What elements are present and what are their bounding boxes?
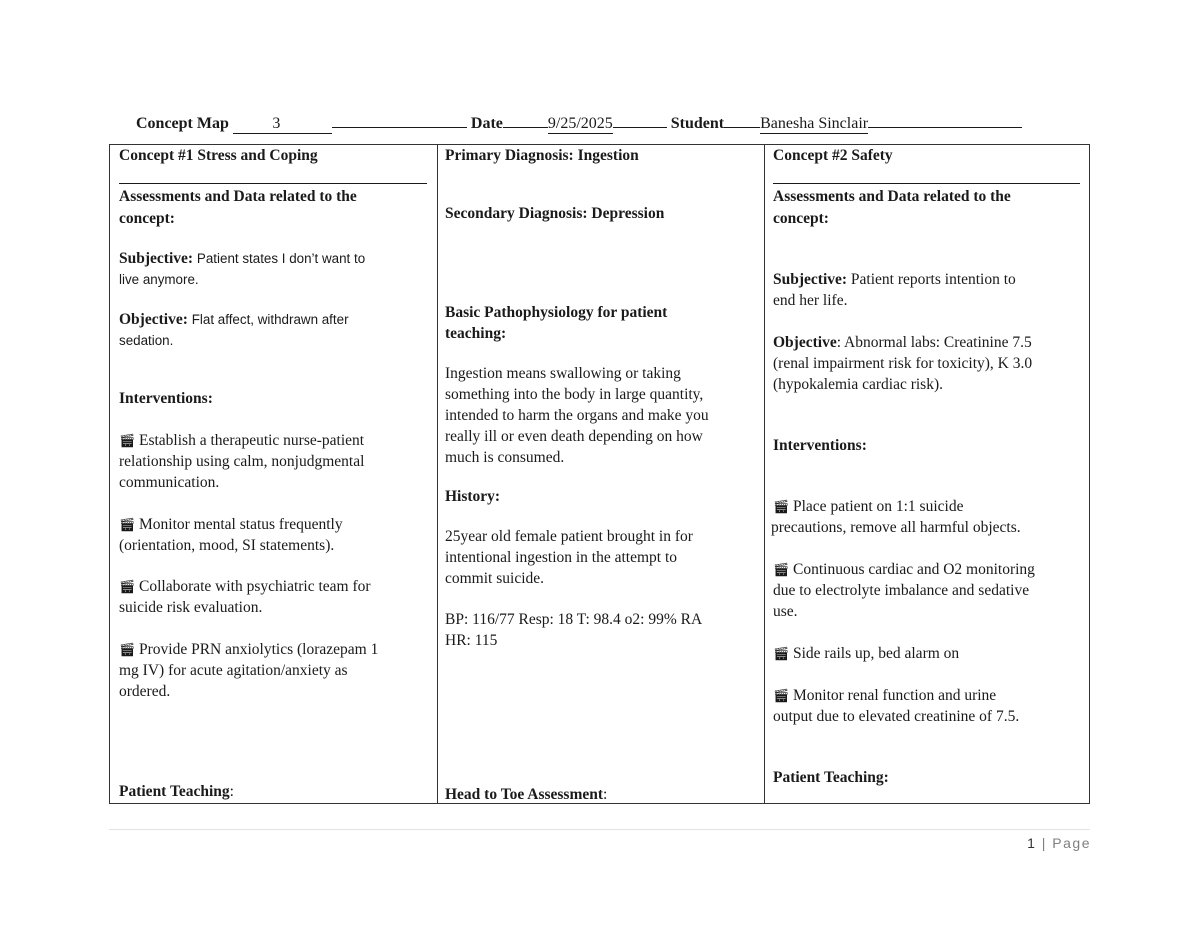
concept-1-column	[110, 145, 438, 803]
date-value: 9/25/2025	[547, 115, 613, 132]
pathophysiology-text: Ingestion means swallowing or taking	[445, 365, 681, 382]
clapper-icon: 🎬︎	[119, 642, 136, 657]
intervention-3-cont: suicide risk evaluation.	[119, 599, 263, 616]
pathophysiology-text: really ill or even death depending on how	[445, 428, 703, 445]
assessments-heading-cont: concept:	[119, 210, 175, 227]
page-number: 1 | Page	[1027, 835, 1091, 851]
objective-line: Objective: Flat affect, withdrawn after	[119, 311, 349, 328]
intervention-4: 🎬︎ Monitor renal function and urine	[773, 686, 996, 707]
subjective-line-2: end her life.	[773, 292, 848, 309]
assessments-heading: Assessments and Data related to the	[773, 188, 1011, 205]
patient-teaching-heading: Patient Teaching:	[119, 783, 234, 800]
intervention-1-cont: relationship using calm, nonjudgmental	[119, 453, 365, 470]
concept-2-title: Concept #2 Safety	[773, 147, 893, 164]
history-text: 25year old female patient brought in for	[445, 528, 693, 545]
interventions-heading: Interventions:	[773, 437, 867, 454]
intervention-4: 🎬︎ Provide PRN anxiolytics (lorazepam 1	[119, 640, 378, 661]
assessments-heading-cont: concept:	[773, 210, 829, 227]
clapper-icon: 🎬︎	[773, 688, 790, 703]
primary-diagnosis: Primary Diagnosis: Ingestion	[445, 147, 639, 164]
pathophysiology-heading-cont: teaching:	[445, 325, 507, 342]
date-label: Date	[470, 115, 503, 132]
concept-2-column	[764, 145, 1089, 803]
assessments-heading: Assessments and Data related to the	[119, 188, 357, 205]
clapper-icon: 🎬︎	[773, 562, 790, 577]
patient-teaching-heading: Patient Teaching:	[773, 769, 889, 786]
objective-line-2: (renal impairment risk for toxicity), K 3.0	[773, 355, 1033, 372]
pathophysiology-text: intended to harm the organs and make you	[445, 407, 709, 424]
clapper-icon: 🎬︎	[773, 646, 790, 661]
subjective-line-2: live anymore.	[119, 272, 199, 287]
intervention-2: 🎬︎ Monitor mental status frequently	[119, 515, 343, 536]
intervention-2: 🎬︎ Continuous cardiac and O2 monitoring	[773, 560, 1035, 581]
student-name: Banesha Sinclair	[760, 115, 869, 132]
pathophysiology-heading: Basic Pathophysiology for patient	[445, 304, 668, 321]
concept-map-number: 3	[233, 117, 332, 134]
intervention-2-cont: due to electrolyte imbalance and sedative	[773, 582, 1030, 599]
divider	[773, 183, 1080, 184]
clapper-icon: 🎬︎	[773, 499, 790, 514]
concept-map-table	[109, 144, 1090, 804]
head-to-toe-heading: Head to Toe Assessment:	[445, 786, 608, 803]
divider	[119, 183, 427, 184]
intervention-1: 🎬︎ Establish a therapeutic nurse-patient	[119, 431, 364, 452]
intervention-1-cont: communication.	[119, 474, 220, 491]
objective-line: Objective: Abnormal labs: Creatinine 7.5	[773, 334, 1032, 351]
interventions-heading: Interventions:	[119, 390, 213, 407]
clapper-icon: 🎬︎	[119, 517, 136, 532]
objective-line-3: (hypokalemia cardiac risk).	[773, 376, 943, 393]
student-label: Student	[670, 115, 725, 132]
intervention-4-cont: mg IV) for acute agitation/anxiety as	[119, 662, 348, 679]
concept-map-label: Concept Map	[136, 115, 229, 132]
history-text: commit suicide.	[445, 570, 545, 587]
pathophysiology-text: much is consumed.	[445, 449, 565, 466]
history-text: intentional ingestion in the attempt to	[445, 549, 678, 566]
intervention-2-cont: use.	[773, 603, 798, 620]
diagnosis-column	[437, 145, 765, 803]
intervention-3: 🎬︎ Collaborate with psychiatric team for	[119, 577, 371, 598]
intervention-3: 🎬︎ Side rails up, bed alarm on	[773, 644, 959, 665]
clapper-icon: 🎬︎	[119, 579, 136, 594]
document-header	[136, 111, 1022, 134]
vital-signs-cont: HR: 115	[445, 632, 498, 649]
footer-divider	[109, 829, 1090, 830]
subjective-line: Subjective: Patient reports intention to	[773, 271, 1016, 288]
clapper-icon: 🎬︎	[119, 433, 136, 448]
intervention-1-cont: precautions, remove all harmful objects.	[771, 519, 1021, 536]
concept-1-title: Concept #1 Stress and Coping	[119, 147, 318, 164]
intervention-1: 🎬︎ Place patient on 1:1 suicide	[773, 497, 963, 518]
vital-signs: BP: 116/77 Resp: 18 T: 98.4 o2: 99% RA	[445, 611, 703, 628]
objective-line-2: sedation.	[119, 333, 174, 348]
intervention-4-cont: ordered.	[119, 683, 171, 700]
pathophysiology-text: something into the body in large quantity,	[445, 386, 704, 403]
history-heading: History:	[445, 488, 501, 505]
intervention-2-cont: (orientation, mood, SI statements).	[119, 537, 335, 554]
secondary-diagnosis: Secondary Diagnosis: Depression	[445, 205, 665, 222]
intervention-4-cont: output due to elevated creatinine of 7.5.	[773, 708, 1020, 725]
subjective-line: Subjective: Patient states I don’t want to	[119, 250, 366, 267]
